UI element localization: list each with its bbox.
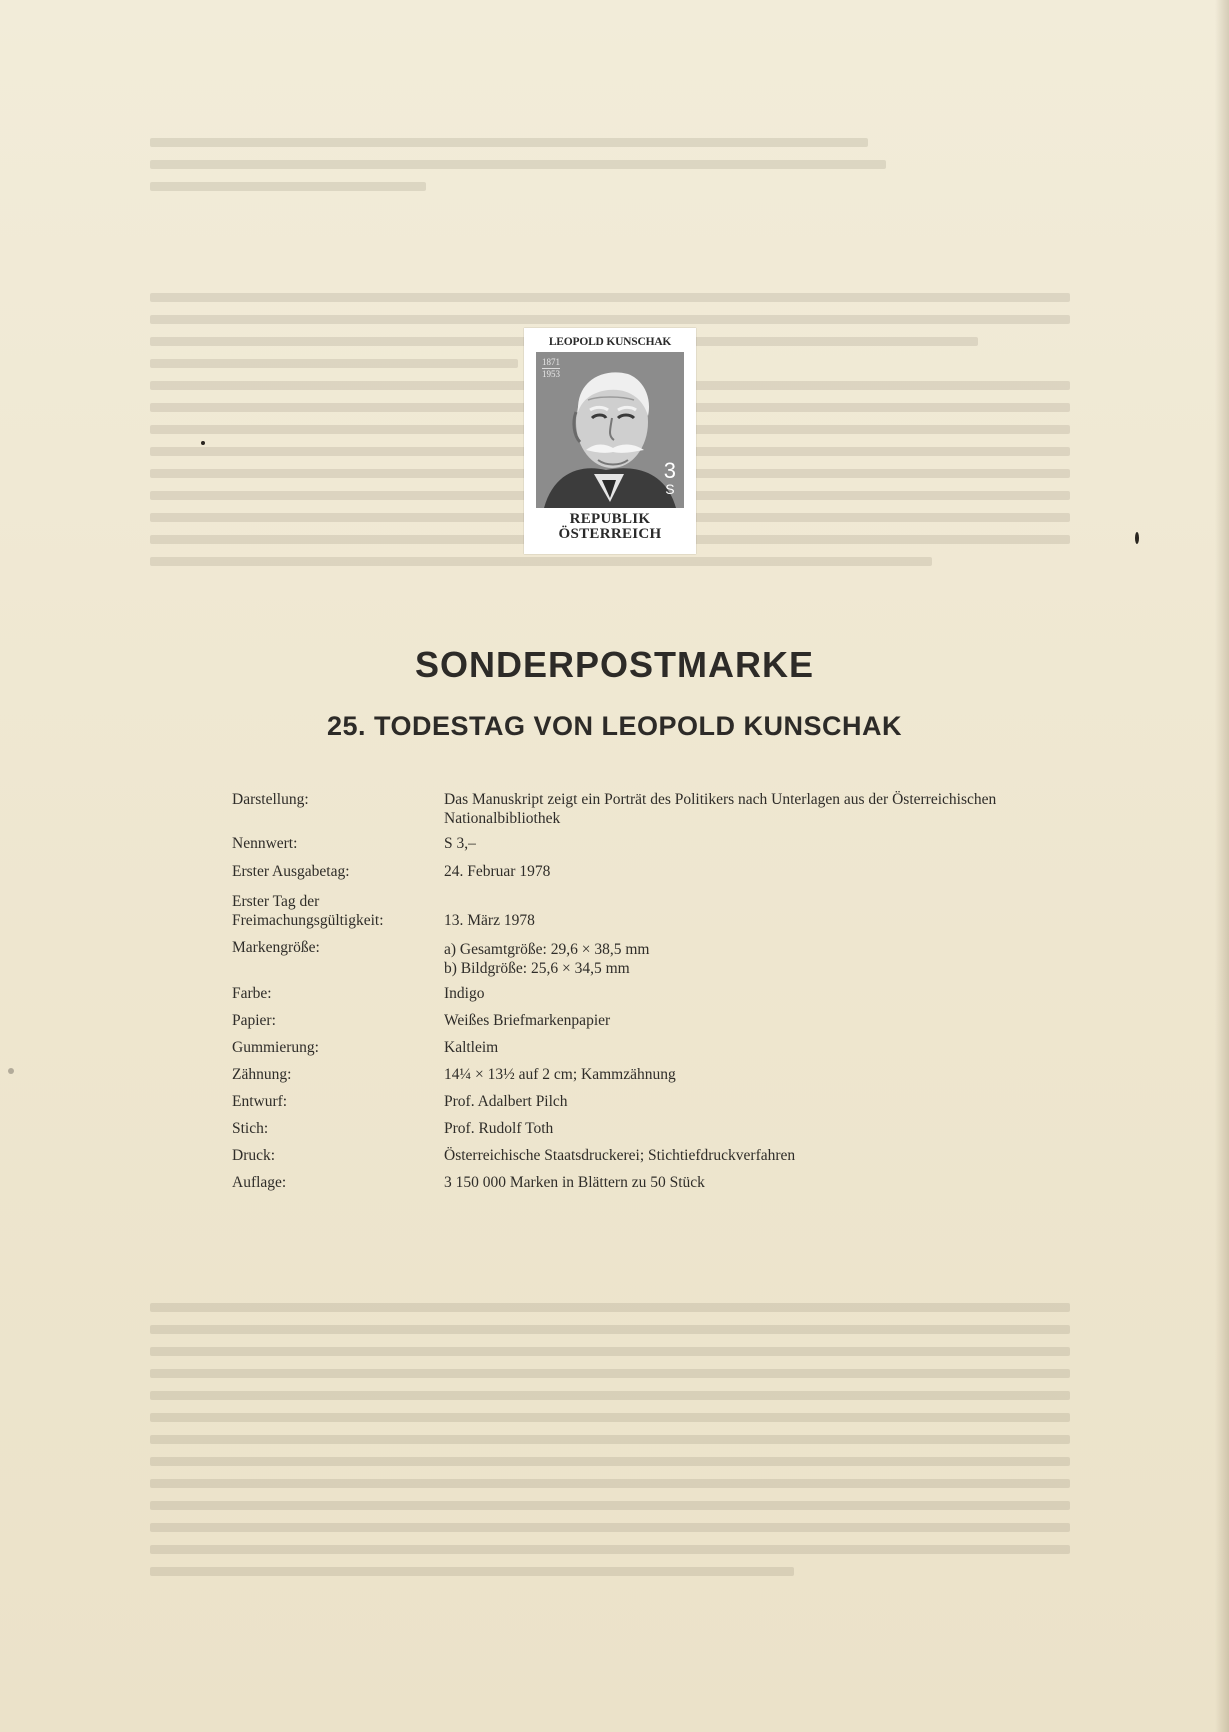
stamp-portrait — [536, 352, 684, 508]
spec-label: Auflage: — [232, 1174, 287, 1191]
spec-label: Papier: — [232, 1012, 276, 1029]
spec-row — [232, 1038, 1032, 1065]
show-through-bottom — [150, 1290, 1070, 1589]
stamp-years — [542, 358, 560, 379]
stamp-country — [524, 512, 696, 542]
spec-value: Das Manuskript zeigt ein Porträt des Politikers nach Unterlagen aus der Österreichischen Nationalbibliothek — [444, 791, 997, 827]
spec-value: 3 150 000 Marken in Blättern zu 50 Stück — [444, 1174, 705, 1191]
stamp-country-line1: REPUBLIK — [569, 511, 651, 527]
paper-speck — [1135, 532, 1139, 544]
spec-label: Nennwert: — [232, 835, 298, 852]
page-subtitle: 25. TODESTAG VON LEOPOLD KUNSCHAK — [326, 711, 903, 741]
spec-value: Indigo — [444, 985, 485, 1002]
spec-label: Stich: — [232, 1120, 269, 1137]
spec-row — [232, 1011, 1032, 1038]
spec-value: 13. März 1978 — [444, 912, 535, 929]
spec-label: Markengröße: — [232, 939, 320, 956]
spec-row — [232, 790, 1032, 834]
page-title: SONDERPOSTMARKE — [414, 644, 815, 685]
paper-edge-shadow — [1215, 0, 1229, 1732]
spec-value: a) Gesamtgröße: 29,6 × 38,5 mm b) Bildgröße: 25,6 × 34,5 mm — [444, 941, 650, 977]
spec-row — [232, 834, 1032, 862]
spec-label: Gummierung: — [232, 1039, 319, 1056]
spec-row — [232, 984, 1032, 1011]
stamp-name: LEOPOLD KUNSCHAK — [548, 336, 672, 348]
paper-speck — [201, 441, 205, 445]
spec-row — [232, 1065, 1032, 1092]
spec-value: Österreichische Staatsdruckerei; Stichtiefdruckverfahren — [444, 1147, 796, 1164]
spec-label: Darstellung: — [232, 791, 309, 808]
show-through-top — [150, 125, 1070, 204]
stamp-value — [663, 458, 676, 498]
spec-label: Druck: — [232, 1147, 276, 1164]
spec-row — [232, 892, 1032, 938]
spec-row — [232, 1173, 1032, 1200]
spec-value: Prof. Adalbert Pilch — [444, 1093, 568, 1110]
spec-value: Kaltleim — [444, 1039, 499, 1056]
stamp-year-birth: 1871 — [542, 357, 560, 367]
spec-label: Erster Ausgabetag: — [232, 863, 350, 880]
spec-row — [232, 1146, 1032, 1173]
stamp-image — [524, 328, 696, 554]
spec-value: S 3,– — [444, 835, 476, 852]
spec-row — [232, 938, 1032, 984]
stamp-year-death: 1953 — [542, 369, 560, 379]
paper-speck — [8, 1068, 14, 1074]
spec-label: Erster Tag der Freimachungsgültigkeit: — [232, 893, 384, 929]
spec-value: 24. Februar 1978 — [444, 863, 551, 880]
stamp-country-line2: ÖSTERREICH — [558, 526, 662, 542]
stamp-value-currency: S — [665, 481, 675, 497]
spec-row — [232, 1092, 1032, 1119]
spec-value: Weißes Briefmarkenpapier — [444, 1012, 611, 1029]
spec-label: Farbe: — [232, 985, 272, 1002]
spec-row — [232, 862, 1032, 892]
spec-row — [232, 1119, 1032, 1146]
spec-value: Prof. Rudolf Toth — [444, 1120, 554, 1137]
spec-value: 14¼ × 13½ auf 2 cm; Kammzähnung — [444, 1066, 676, 1083]
spec-label: Zähnung: — [232, 1066, 292, 1083]
spec-label: Entwurf: — [232, 1093, 288, 1110]
stamp-value-number: 3 — [663, 458, 676, 483]
spec-list — [232, 790, 1032, 1200]
